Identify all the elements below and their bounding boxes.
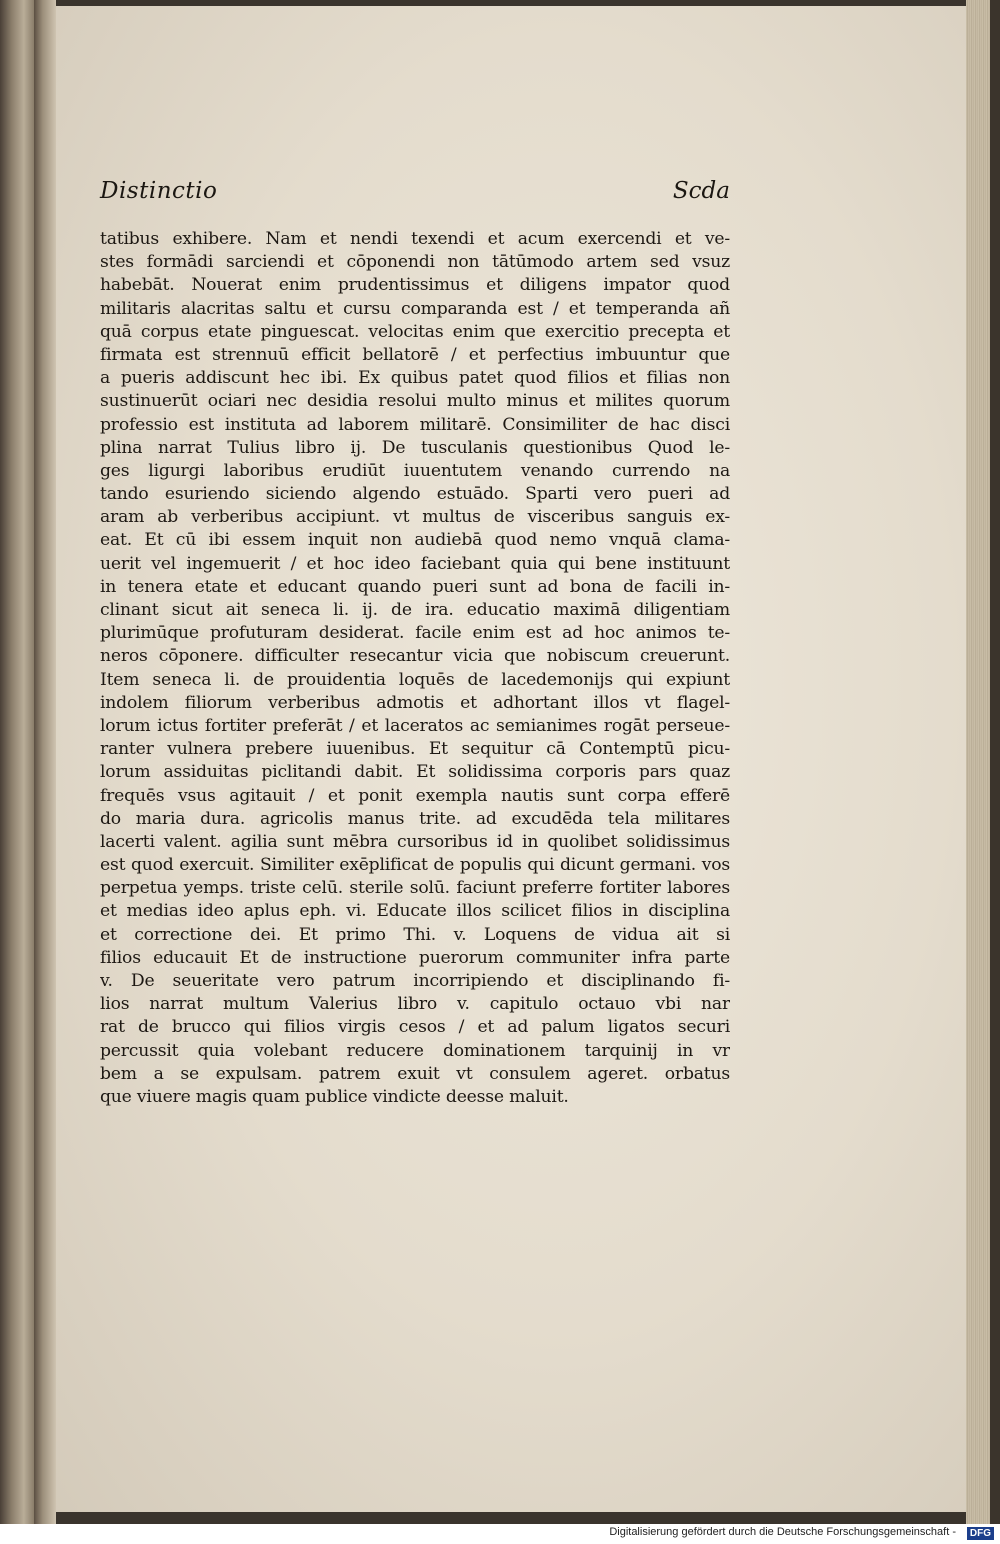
text-line: in tenera etate et educant quando pueri sunt ad bona de facili in-: [100, 576, 730, 597]
text-line: quā corpus etate pinguescat. velocitas enim que exercitio precepta et: [100, 321, 730, 342]
text-line: percussit quia volebant reducere dominationem tarquinij in vr: [100, 1040, 730, 1061]
dfg-logo: DFG: [967, 1527, 994, 1540]
running-head-right: Scda: [672, 178, 730, 204]
text-line: Item seneca li. de prouidentia loquēs de lacedemonijs qui expiunt: [100, 669, 730, 690]
text-line: do maria dura. agricolis manus trite. ad excudēda tela militares: [100, 808, 730, 829]
text-line: et correctione dei. Et primo Thi. v. Loquens de vidua ait si: [100, 924, 730, 945]
text-line: bem a se expulsam. patrem exuit vt consulem ageret. orbatus: [100, 1063, 730, 1084]
text-line: et medias ideo aplus eph. vi. Educate illos scilicet filios in disciplina: [100, 901, 730, 922]
text-line: frequēs vsus agitauit / et ponit exempla nautis sunt corpa efferē: [100, 785, 730, 806]
text-line: indolem filiorum verberibus admotis et adhortant illos vt flagel-: [100, 692, 730, 713]
text-line: a pueris addiscunt hec ibi. Ex quibus patet quod filios et filias non: [100, 368, 730, 389]
text-line: militaris alacritas saltu et cursu comparanda est / et temperanda añ: [100, 298, 730, 319]
footer-bar: [0, 1524, 1000, 1544]
text-line: eat. Et cū ibi essem inquit non audiebā quod nemo vnquā clama-: [100, 530, 730, 551]
facing-page-edge: [0, 0, 34, 1524]
text-line: lorum assiduitas piclitandi dabit. Et solidissima corporis pars quaz: [100, 762, 730, 783]
cover-shadow: [990, 0, 1000, 1524]
text-line: tatibus exhibere. Nam et nendi texendi et acum exercendi et ve-: [100, 229, 730, 249]
text-line: est quod exercuit. Similiter exēplificat de populis qui dicunt germani. vos: [100, 855, 730, 876]
text-line: filios educauit Et de instructione puerorum communiter infra parte: [100, 947, 730, 968]
page-edges: [966, 0, 1000, 1524]
text-line: lacerti valent. agilia sunt mēbra cursoribus id in quolibet solidissimus: [100, 831, 730, 852]
text-line: plurimūque profuturam desiderat. facile enim est ad hoc animos te-: [100, 623, 730, 644]
text-line: habebāt. Nouerat enim prudentissimus et diligens impator quod: [100, 275, 730, 296]
text-line: professio est instituta ad laborem militarē. Consimiliter de hac disci: [100, 414, 730, 435]
book-page: [56, 6, 969, 1512]
funding-credit: Digitalisierung gefördert durch die Deutsche Forschungsgemeinschaft -: [609, 1526, 956, 1538]
body-text: [100, 228, 730, 1109]
text-line: ges ligurgi laboribus erudiūt iuuentutem venando currendo na: [100, 460, 730, 481]
text-line: uerit vel ingemuerit / et hoc ideo faciebant quia qui bene instituunt: [100, 553, 730, 574]
book-gutter: [34, 0, 56, 1524]
text-line: lios narrat multum Valerius libro v. capitulo octauo vbi nar: [100, 994, 730, 1015]
text-line: sustinuerūt ociari nec desidia resolui multo minus et milites quorum: [100, 391, 730, 412]
text-line: rat de brucco qui filios virgis cesos / et ad palum ligatos securi: [100, 1017, 730, 1038]
text-line: lorum ictus fortiter preferāt / et laceratos ac semianimes rogāt perseue-: [100, 715, 730, 736]
text-line: ranter vulnera prebere iuuenibus. Et sequitur cā Contemptū picu-: [100, 739, 730, 760]
text-line: neros cōponere. difficulter resecantur vicia que nobiscum creuerunt.: [100, 646, 730, 667]
text-line: firmata est strennuū efficit bellatorē / et perfectius imbuuntur que: [100, 344, 730, 365]
text-line: aram ab verberibus accipiunt. vt multus de visceribus sanguis ex-: [100, 507, 730, 528]
text-line: plina narrat Tulius libro ij. De tusculanis questionibus Quod le-: [100, 437, 730, 458]
text-line: v. De seueritate vero patrum incorripiendo et disciplinando fi-: [100, 971, 730, 991]
text-line: stes formādi sarciendi et cōponendi non tātūmodo artem sed vsuz: [100, 252, 730, 273]
text-line: perpetua yemps. triste celū. sterile solū. faciunt preferre fortiter labores: [100, 878, 730, 899]
text-line: clinant sicut ait seneca li. ij. de ira. educatio maximā diligentiam: [100, 600, 730, 620]
running-head-left: Distinctio: [100, 178, 218, 204]
text-line: tando esuriendo siciendo algendo estuādo. Sparti vero pueri ad: [100, 484, 730, 505]
running-head: [100, 178, 730, 208]
text-line: que viuere magis quam publice vindicte deesse maluit.: [100, 1086, 569, 1107]
